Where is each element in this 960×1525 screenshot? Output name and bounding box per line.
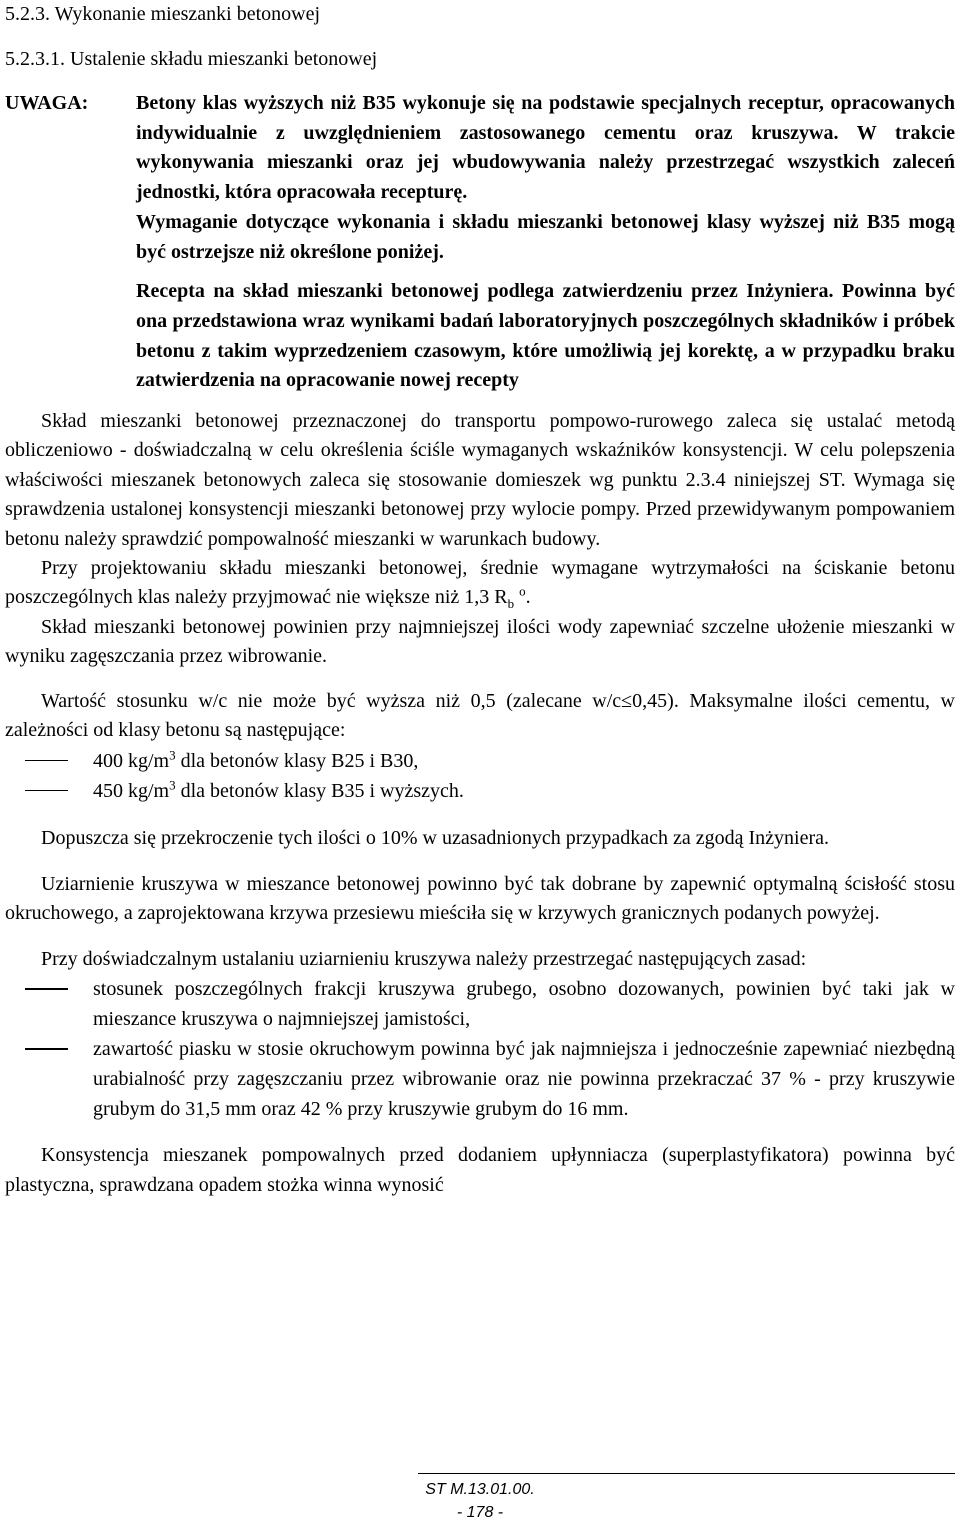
dash-bullet	[25, 988, 68, 990]
list-item	[5, 776, 955, 806]
list-item	[5, 974, 955, 1034]
note-block	[5, 89, 955, 396]
strength-subscript: b	[507, 596, 515, 612]
note-paragraph: Betony klas wyższych niż B35 wykonuje się na podstawie specjalnych receptur, opracowanych indywidualnie z uwzględnieniem zastosowanego cementu oraz kruszywa. W trakcie wykonywania mieszanki oraz jej wbudowywania należy przestrzegać wszystkich zaleceń jednostki, która opracowała recepturę.	[136, 92, 955, 204]
footer-document-code: ST M.13.01.00.	[425, 1481, 535, 1498]
body-paragraph: Wartość stosunku w/c nie może być wyższa niż 0,5 (zalecane w/c≤0,45). Maksymalne ilości cementu, w zależności od klasy betonu są następujące:	[5, 689, 955, 742]
list-item-text: 400 kg/m	[93, 749, 170, 772]
list-item-text: dla betonów klasy B35 i wyższych.	[175, 779, 464, 802]
list-item-superscript: 3	[169, 746, 176, 762]
footer-rule	[418, 1473, 955, 1474]
list-item	[5, 1034, 955, 1124]
body-paragraph: Skład mieszanki betonowej przeznaczonej do transportu pompowo-rurowego zaleca się ustalać metodą obliczeniowo - doświadczalną w celu określenia ściśle wymaganych wskaźników konsystencji. W celu polepszenia właściwości mieszanek betonowych zaleca się stosowanie domieszek wg punktu 2.3.4 niniejszej ST. Wymaga się sprawdzenia ustalonej konsystencji mieszanki betonowej przy wylocie pompy. Przed przewidywanym pompowaniem betonu należy sprawdzić pompowalność mieszanki w warunkach budowy.	[5, 410, 955, 550]
body-paragraph-strength	[5, 554, 955, 613]
body-paragraph: Skład mieszanki betonowej powinien przy najmniejszej ilości wody zapewniać szczelne ułożenie mieszanki w wyniku zagęszczania przez wibrowanie.	[5, 615, 955, 668]
list-item-text: zawartość piasku w stosie okruchowym powinna być jak najmniejsza i jednocześnie zapewniać niezbędną urabialność przy zagęszczaniu przez wibrowanie oraz nie powinna przekraczać 37 % - przy kruszywie grubym do 31,5 mm oraz 42 % przy kruszywie grubym do 16 mm.	[93, 1038, 955, 1121]
dash-bullet	[25, 760, 68, 762]
body-paragraph: Dopuszcza się przekroczenie tych ilości o 10% w uzasadnionych przypadkach za zgodą Inżyniera.	[41, 826, 829, 849]
cement-list	[5, 746, 955, 806]
section-heading: 5.2.3. Wykonanie mieszanki betonowej	[5, 3, 321, 25]
list-item-text: dla betonów klasy B25 i B30,	[175, 749, 419, 772]
note-paragraph: Wymaganie dotyczące wykonania i składu mieszanki betonowej klasy wyższej niż B35 mogą być ostrzejsze niż określone poniżej.	[136, 210, 955, 263]
list-item-text: stosunek poszczególnych frakcji kruszywa grubego, osobno dozowanych, powinien być taki jak w mieszance kruszywa o najmniejszej jamistości,	[93, 978, 955, 1031]
aggregate-rules-list	[5, 974, 955, 1124]
dash-bullet	[25, 1048, 68, 1050]
body-paragraph: Uziarnienie kruszywa w mieszance betonowej powinno być tak dobrane by zapewnić optymalną ścisłość stosu okruchowego, a zaprojektowana krzywa przesiewu mieściła się w krzywych granicznych podanych powyżej.	[5, 872, 955, 925]
list-item-text: 450 kg/m	[93, 779, 170, 802]
note-body	[136, 89, 955, 396]
body-paragraph: Konsystencja mieszanek pompowalnych przed dodaniem upłynniacza (superplastyfikatora) powinna być plastyczna, sprawdzana opadem stożka winna wynosić	[5, 1144, 955, 1196]
note-label: UWAGA:	[5, 92, 89, 114]
list-item	[5, 746, 955, 776]
footer-page-number: - 178 -	[456, 1504, 504, 1521]
list-item-superscript: 3	[169, 776, 176, 792]
note-paragraph: Recepta na skład mieszanki betonowej podlega zatwierdzeniu przez Inżyniera. Powinna być ona przedstawiona wraz wynikami badań laboratoryjnych poszczególnych składników i próbek betonu z takim wyprzedzeniem czasowym, które umożliwią jej korektę, a w przypadku braku zatwierdzenia na opracowanie nowej recepty	[136, 280, 955, 392]
document-page	[5, 0, 955, 1200]
strength-superscript: o	[519, 583, 526, 599]
dash-bullet	[25, 790, 68, 792]
strength-end: .	[525, 586, 531, 609]
subsection-heading: 5.2.3.1. Ustalenie składu mieszanki betonowej	[5, 48, 378, 70]
body-paragraph: Przy doświadczalnym ustalaniu uziarnieniu kruszywa należy przestrzegać następujących zasad:	[41, 947, 807, 970]
strength-text: Przy projektowaniu składu mieszanki betonowej, średnie wymagane wytrzymałości na ściskanie betonu poszczególnych klas należy przyjmować nie większe niż 1,3 R	[5, 557, 955, 609]
